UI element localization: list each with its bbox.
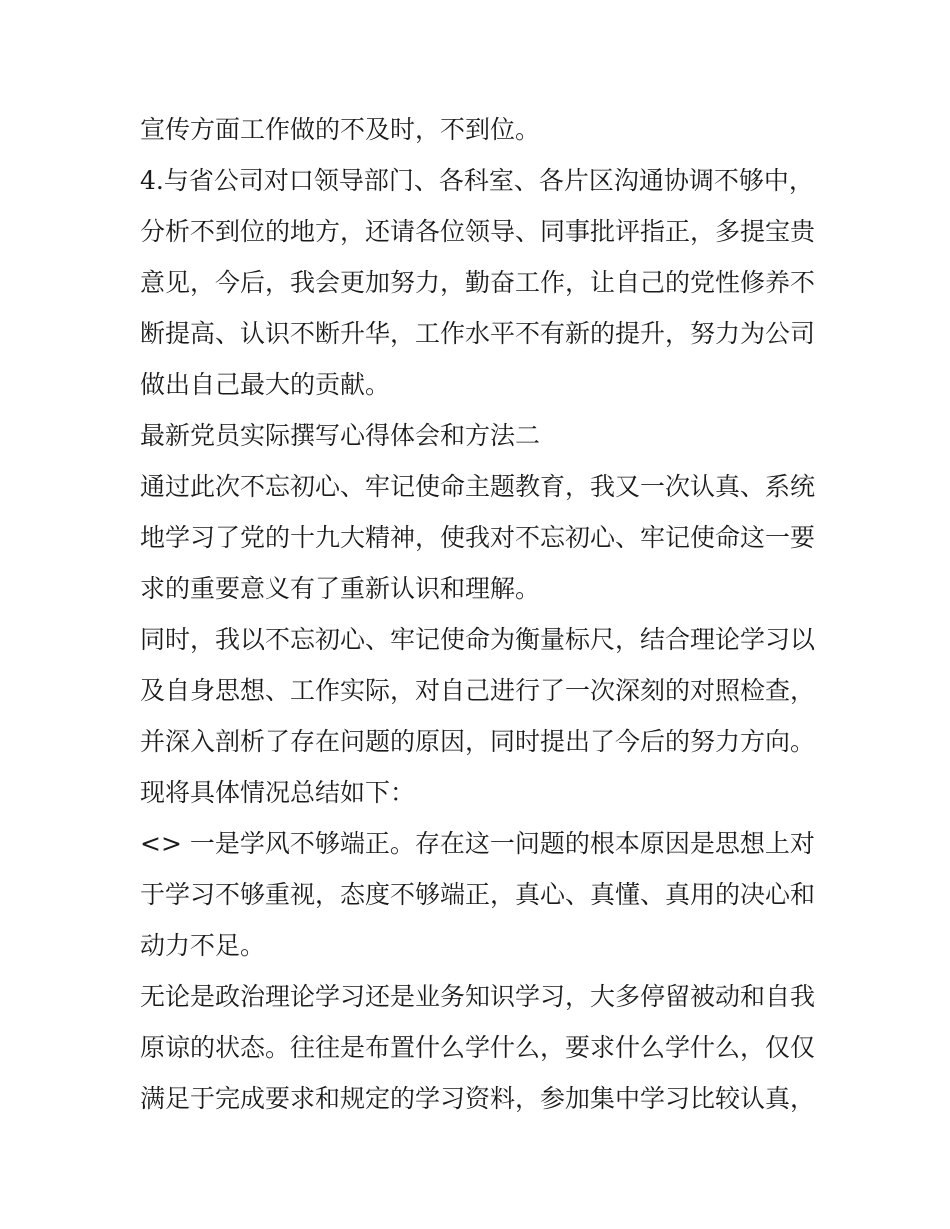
text-line: 满足于完成要求和规定的学习资料，参加集中学习比较认真，	[140, 1084, 816, 1113]
text-line: 及自身思想、工作实际，对自己进行了一次深刻的对照检查，	[140, 676, 816, 705]
text-line: 地学习了党的十九大精神，使我对不忘初心、牢记使命这一要	[140, 523, 816, 552]
text-line: 同时，我以不忘初心、牢记使命为衡量标尺，结合理论学习以	[140, 625, 816, 654]
document-body	[140, 104, 830, 1124]
text-line: 断提高、认识不断升华，工作水平不有新的提升，努力为公司	[140, 319, 816, 348]
text-line: 宣传方面工作做的不及时，不到位。	[140, 115, 541, 144]
text-line: 通过此次不忘初心、牢记使命主题教育，我又一次认真、系统	[140, 472, 816, 501]
text-line: 4.与省公司对口领导部门、各科室、各片区沟通协调不够中，	[140, 166, 814, 195]
text-line: 分析不到位的地方，还请各位领导、同事批评指正，多提宝贵	[140, 217, 816, 246]
text-line: 于学习不够重视，态度不够端正，真心、真懂、真用的决心和	[140, 880, 816, 909]
section-heading: 最新党员实际撰写心得体会和方法二	[140, 421, 541, 450]
text-line: 做出自己最大的贡献。	[140, 370, 391, 399]
text-line: 无论是政治理论学习还是业务知识学习，大多停留被动和自我	[140, 982, 816, 1011]
text-line: 动力不足。	[140, 931, 266, 960]
text-line: 求的重要意义有了重新认识和理解。	[140, 574, 541, 603]
text-line: 原谅的状态。往往是布置什么学什么，要求什么学什么，仅仅	[140, 1033, 816, 1062]
text-line: 并深入剖析了存在问题的原因，同时提出了今后的努力方向。	[140, 727, 816, 756]
text-line: 意见，今后，我会更加努力，勤奋工作，让自己的党性修养不	[140, 268, 816, 297]
text-line: 现将具体情况总结如下：	[140, 778, 416, 807]
text-line: <> 一是学风不够端正。存在这一问题的根本原因是思想上对	[140, 829, 815, 858]
